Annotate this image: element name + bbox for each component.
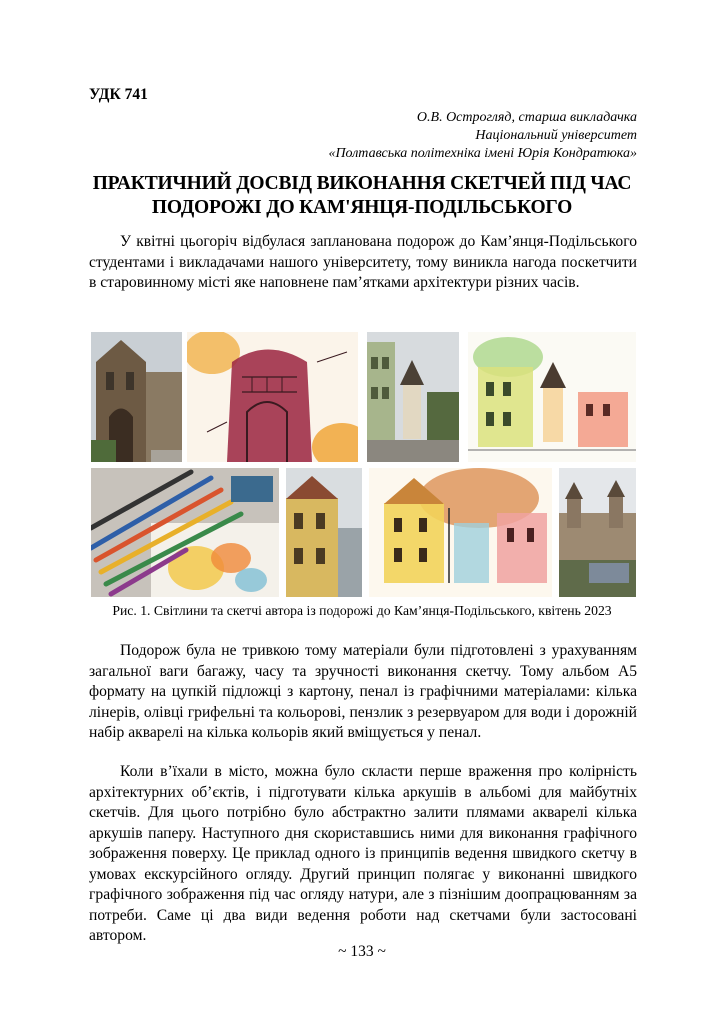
sketch-colorful-street [468, 332, 636, 462]
paragraph-materials: Подорож була не тривкою тому матеріали були підготовлені з урахуванням загальної ваги багажу, часу та зручності виконання скетчу. Тому альбом А5 формату на цупкій підложці з картону, пенал із графічними матеріалами: кілька лінерів, олівці грифельні та кольорові, пензлик з резервуаром для води і дорожній набір акварелі на кілька кольорів який вміщується у пенал. [89, 642, 637, 741]
photo-street-tower [367, 332, 459, 462]
paragraph-intro: У квітні цьогоріч відбулася запланована подорож до Кам’янця-Подільського студентами і викладачами нашого університету, тому виникла нагода поскетчити в старовинному місті яке наповнене пам’ятками архітектури різних часів. [89, 233, 637, 291]
udk-code: УДК 741 [89, 86, 148, 103]
author-name: О.В. Острогляд, старша викладачка [416, 110, 637, 125]
affiliation-line-2: «Полтавська політехніка імені Юрія Кондратюка» [328, 146, 637, 161]
sketch-watercolor-town [369, 468, 552, 597]
photo-old-building [91, 332, 182, 462]
photo-art-materials [91, 468, 279, 597]
photo-fortress [559, 468, 636, 597]
article-title [60, 172, 664, 220]
affiliation-line-1: Національний університет [475, 128, 637, 143]
page-number: ~ 133 ~ [338, 943, 386, 960]
photo-yellow-building [286, 468, 362, 597]
sketch-red-facade [187, 332, 358, 462]
figure-collage [91, 332, 636, 597]
figure-caption: Рис. 1. Світлини та скетчі автора із подорожі до Кам’янця-Подільського, квітень 2023 [112, 603, 612, 618]
author-block [328, 109, 637, 163]
title-line-1: ПРАКТИЧНИЙ ДОСВІД ВИКОНАННЯ СКЕТЧЕЙ ПІД ЧАС [92, 173, 632, 194]
paragraph-principles: Коли в’їхали в місто, можна було скласти перше враження про колірність архітектурних об’єктів, і підготувати кілька аркушів в альбомі для майбутніх скетчів. Для цього потрібно було абстрактно залити плямами акварелі кілька аркушів паперу. Наступного дня скориставшись ними для виконання графічного зображення поверху. Це приклад одного із принципів ведення швидкого скетчу в умовах екскурсійного огляду. Другий принцип полягає у виконанні швидкого графічного зображення під час огляду натури, але з пізнішим доопрацюванням за потреби. Саме ці два види ведення роботи над скетчами були застосовані автором. [89, 763, 637, 944]
title-line-2: ПОДОРОЖІ ДО КАМ'ЯНЦЯ-ПОДІЛЬСЬКОГО [151, 197, 573, 218]
